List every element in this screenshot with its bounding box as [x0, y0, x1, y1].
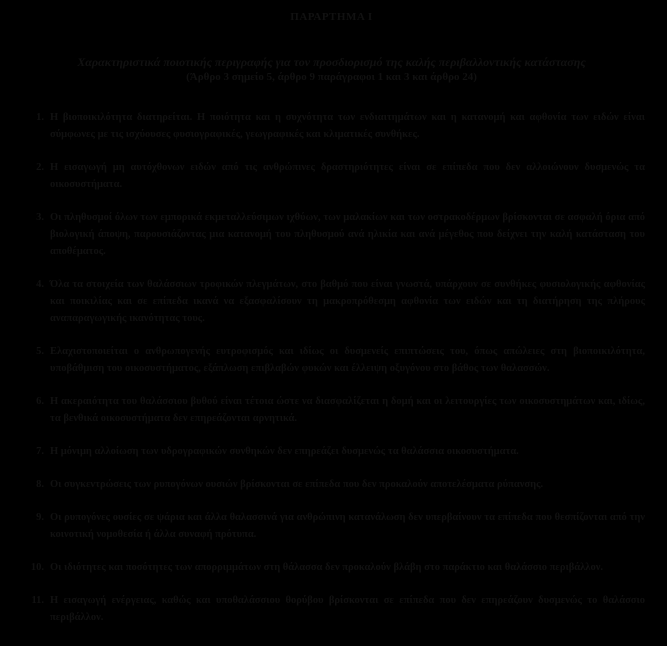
list-item — [18, 209, 645, 260]
item-number: 3. — [36, 212, 44, 223]
item-text: Όλα τα στοιχεία των θαλάσσιων τροφικών πλεγμάτων, στο βαθμό που είναι γνωστά, υπάρχουν σε συνθήκες φυσιολογικής αφθονίας και ποικιλίας και σε επίπεδα ικανά να εξασφαλίσουν τη μακροπρόθεσμη αφθονία των ειδών και τη διατήρηση της πλήρους αναπαραγωγικής ικανότητας τους. — [50, 279, 645, 324]
item-text: Οι ιδιότητες και ποσότητες των απορριμμάτων στη θάλασσα δεν προκαλούν βλάβη στο παράκτιο και θαλάσσιο περιβάλλον. — [50, 562, 604, 573]
item-number: 5. — [36, 346, 44, 357]
item-number: 2. — [36, 162, 44, 173]
list-item — [18, 109, 645, 143]
list-item — [18, 159, 645, 193]
item-number: 1. — [36, 112, 44, 123]
item-text: Η ακεραιότητα του θαλάσσιου βυθού είναι τέτοια ώστε να διασφαλίζεται η δομή και οι λειτουργίες των οικοσυστημάτων και, ιδίως, τα βενθικά οικοσυστήματα δεν επηρεάζονται αρνητικά. — [50, 396, 645, 424]
list-item — [18, 559, 645, 576]
item-number: 8. — [36, 479, 44, 490]
item-text: Η βιοποικιλότητα διατηρείται. Η ποιότητα και η συχνότητα των ενδιαιτημάτων και η κατανομή και αφθονία των ειδών είναι σύμφωνες με τις ισχύουσες φυσιογραφικές, γεωγραφικές και κλιματικές συνθήκες. — [50, 112, 645, 140]
item-text: Οι πληθυσμοί όλων των εμπορικά εκμεταλλεύσιμων ιχθύων, των μαλακίων και των οστρακοδέρμων βρίσκονται σε ασφαλή όρια από βιολογική άποψη, παρουσιάζοντας μια κατανομή του πληθυσμού ανά ηλικία και ανά μέγεθος που δείχνει την καλή κατάσταση του αποθέματος. — [50, 212, 645, 257]
list-item — [18, 393, 645, 427]
list-item — [18, 592, 645, 626]
item-text: Η εισαγωγή μη αυτόχθονων ειδών από τις ανθρώπινες δραστηριότητες είναι σε επίπεδα που δεν αλλοιώνουν δυσμενώς τα οικοσυστήματα. — [50, 162, 645, 190]
descriptor-list — [18, 109, 645, 626]
item-text: Η εισαγωγή ενέργειας, καθώς και υποθαλάσσιου θορύβου βρίσκονται σε επίπεδα που δεν επηρεάζουν δυσμενώς το θαλάσσιο περιβάλλον. — [50, 595, 645, 623]
list-item — [18, 343, 645, 377]
list-item — [18, 476, 645, 493]
item-number: 9. — [36, 512, 44, 523]
list-item — [18, 276, 645, 327]
subtitle: (Άρθρο 3 σημείο 5, άρθρο 9 παράγραφοι 1 και 3 και άρθρο 24) — [186, 71, 477, 83]
item-number: 6. — [36, 396, 44, 407]
item-text: Ελαχιστοποιείται ο ανθρωπογενής ευτροφισμός και ιδίως οι δυσμενείς επιπτώσεις του, όπως απώλειες στη βιοποικιλότητα, υποβάθμιση του οικοσυστήματος, εξάπλωση επιβλαβών φυκών και έλλειψη οξυγόνου στο βάθος των θαλασσών. — [50, 346, 645, 374]
item-number: 7. — [36, 446, 44, 457]
item-number: 4. — [36, 279, 44, 290]
list-item — [18, 443, 645, 460]
list-item — [18, 509, 645, 543]
main-title: Χαρακτηριστικά ποιοτικής περιγραφής για τον προσδιορισμό της καλής περιβαλλοντικής κατάστασης — [77, 55, 586, 69]
item-text: Η μόνιμη αλλοίωση των υδρογραφικών συνθηκών δεν επηρεάζει δυσμενώς τα θαλάσσια οικοσυστήματα. — [50, 446, 519, 457]
annex-title: ΠΑΡΑΡΤΗΜΑ Ι — [290, 11, 373, 23]
item-number: 11. — [31, 595, 44, 606]
document-header — [18, 10, 645, 85]
item-text: Οι συγκεντρώσεις των ρυπογόνων ουσιών βρίσκονται σε επίπεδα που δεν προκαλούν αποτελέσματα ρύπανσης. — [50, 479, 544, 490]
item-number: 10. — [30, 562, 44, 573]
item-text: Οι ρυπογόνες ουσίες σε ψάρια και άλλα θαλασσινά για ανθρώπινη κατανάλωση δεν υπερβαίνουν τα επίπεδα που θεσπίζονται από την κοινοτική νομοθεσία ή άλλα συναφή πρότυπα. — [50, 512, 645, 540]
